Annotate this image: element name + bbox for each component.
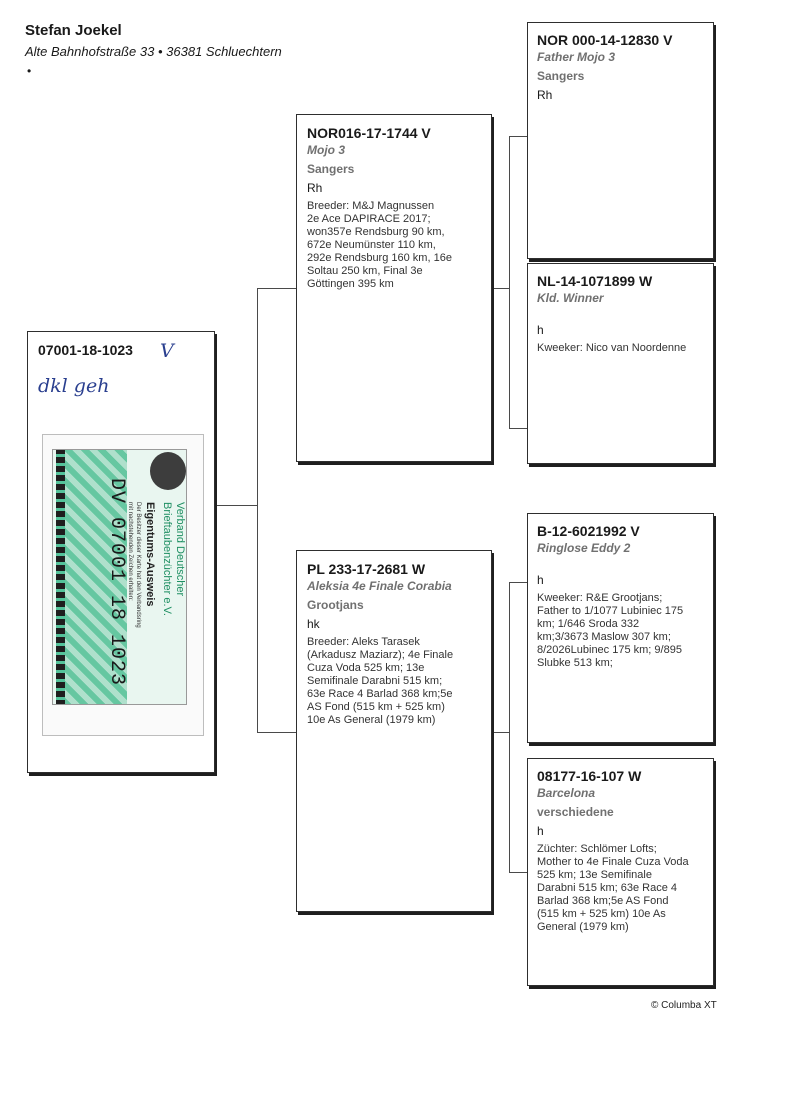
- pigeon-color: h: [537, 323, 544, 337]
- owner-address: Alte Bahnhofstraße 33 • 36381 Schluechtern: [25, 44, 282, 59]
- pigeon-breeder: Sangers: [307, 162, 355, 176]
- connector-dam: [257, 732, 296, 733]
- ring-number: NL-14-1071899 W: [537, 273, 653, 289]
- small-print-1: Der Besitzer dieser Karte hat den Verbandsring: [135, 502, 141, 628]
- connector-sire: [257, 288, 296, 289]
- pigeon-info: [307, 636, 481, 727]
- ownership-card-image: [42, 434, 204, 736]
- pigeon-name: Barcelona: [537, 786, 596, 800]
- owner-bullet: •: [27, 64, 32, 78]
- info-line: Father to 1/1077 Lubiniec 175: [537, 605, 684, 617]
- info-line: 8/2026Lubinec 175 km; 9/895: [537, 644, 682, 656]
- ring-number: PL 233-17-2681 W: [307, 561, 426, 577]
- org-name: [160, 502, 186, 616]
- pigeon-name: Father Mojo 3: [537, 50, 616, 64]
- connector-dam-trunk: [509, 582, 510, 873]
- pigeon-card-sire-sire: [527, 22, 714, 259]
- card-title: Eigentums-Ausweis: [144, 502, 156, 607]
- pigeon-card-sire-dam: [527, 263, 714, 464]
- info-line: 2e Ace DAPIRACE 2017;: [307, 213, 431, 225]
- info-line: Breeder: M&J Magnussen: [307, 200, 435, 212]
- ring-number: 07001-18-1023: [38, 342, 133, 358]
- pigeon-name: Kld. Winner: [537, 291, 604, 305]
- pigeon-color: Rh: [307, 181, 323, 195]
- pigeon-card-sire: [296, 114, 492, 462]
- pigeon-breeder: Grootjans: [307, 598, 364, 612]
- info-line: (515 km + 525 km) 10e As: [537, 908, 666, 920]
- card-small-print: [126, 502, 142, 702]
- pigeon-color: Rh: [537, 88, 553, 102]
- info-line: won357e Rendsburg 90 km,: [307, 226, 445, 238]
- pigeon-name: Aleksia 4e Finale Corabia: [307, 579, 452, 593]
- empty-breeder-line: [537, 305, 704, 318]
- connector-sire-trunk: [509, 136, 510, 428]
- org-line-1: Verband Deutscher: [174, 502, 186, 597]
- connector-dam-dam: [509, 872, 527, 873]
- copyright-footer: © Columba XT: [651, 1000, 717, 1011]
- pigeon-breeder: verschiedene: [537, 805, 614, 819]
- pigeon-card-dam: [296, 550, 492, 912]
- pigeon-color: hk: [307, 617, 320, 631]
- info-line: Barlad 368 km;5e AS Fond: [537, 895, 669, 907]
- card-ring-number: DV 07001 18 1023: [105, 478, 128, 687]
- handwritten-v-mark: V: [160, 340, 174, 362]
- connector-sire-dam: [509, 428, 527, 429]
- info-line: Cuza Voda 525 km; 13e: [307, 662, 425, 674]
- info-line: AS Fond (515 km + 525 km): [307, 701, 445, 713]
- pigeon-breeder: Sangers: [537, 69, 585, 83]
- pigeon-info: [537, 342, 704, 355]
- ownership-card-face: [52, 449, 187, 705]
- connector-main: [215, 505, 257, 506]
- info-line: General (1979 km): [537, 921, 629, 933]
- pigeon-card-dam-dam: [527, 758, 714, 986]
- info-line: Kweeker: Nico van Noordenne: [537, 342, 687, 354]
- ring-number: 08177-16-107 W: [537, 768, 642, 784]
- pigeon-name: Mojo 3: [307, 143, 345, 157]
- pigeon-color: h: [537, 824, 544, 838]
- info-line: Züchter: Schlömer Lofts;: [537, 843, 657, 855]
- info-line: 10e As General (1979 km): [307, 714, 436, 726]
- small-print-2: mit nachstehenden Zeichen erhalten:: [127, 502, 133, 601]
- pigeon-card-dam-sire: [527, 513, 714, 743]
- info-line: Slubke 513 km;: [537, 657, 613, 669]
- pigeon-logo-icon: [150, 452, 186, 490]
- info-line: Mother to 4e Finale Cuza Voda: [537, 856, 689, 868]
- info-line: Darabni 515 km; 63e Race 4: [537, 882, 678, 894]
- info-line: (Arkadusz Maziarz); 4e Finale: [307, 649, 454, 661]
- info-line: Göttingen 395 km: [307, 278, 394, 290]
- connector-sire-out: [492, 288, 509, 289]
- info-line: 292e Rendsburg 160 km, 16e: [307, 252, 452, 264]
- info-line: km;3/3673 Maslow 307 km;: [537, 631, 671, 643]
- ring-number: B-12-6021992 V: [537, 523, 640, 539]
- info-line: Kweeker: R&E Grootjans;: [537, 592, 663, 604]
- connector-trunk: [257, 288, 258, 733]
- pigeon-color: h: [537, 573, 544, 587]
- info-line: Soltau 250 km, Final 3e: [307, 265, 423, 277]
- ring-number: NOR016-17-1744 V: [307, 125, 431, 141]
- info-line: Semifinale Darabni 515 km;: [307, 675, 443, 687]
- pigeon-info: [537, 592, 704, 670]
- empty-breeder-line: [537, 555, 704, 568]
- connector-dam-out: [492, 732, 509, 733]
- info-line: 672e Neumünster 110 km,: [307, 239, 436, 251]
- org-line-2: Brieftaubenzüchter e.V.: [161, 502, 173, 616]
- connector-sire-sire: [509, 136, 527, 137]
- info-line: 525 km; 13e Semifinale: [537, 869, 652, 881]
- pigeon-info: [307, 200, 481, 291]
- info-line: 63e Race 4 Barlad 368 km;5e: [307, 688, 453, 700]
- pigeon-name: Ringlose Eddy 2: [537, 541, 631, 555]
- connector-dam-sire: [509, 582, 527, 583]
- owner-name: Stefan Joekel: [25, 22, 122, 39]
- handwritten-note: dkl geh: [38, 375, 110, 397]
- info-line: Breeder: Aleks Tarasek: [307, 636, 420, 648]
- ring-number: NOR 000-14-12830 V: [537, 32, 673, 48]
- info-line: km; 1/646 Sroda 332: [537, 618, 640, 630]
- pigeon-info: [537, 843, 704, 934]
